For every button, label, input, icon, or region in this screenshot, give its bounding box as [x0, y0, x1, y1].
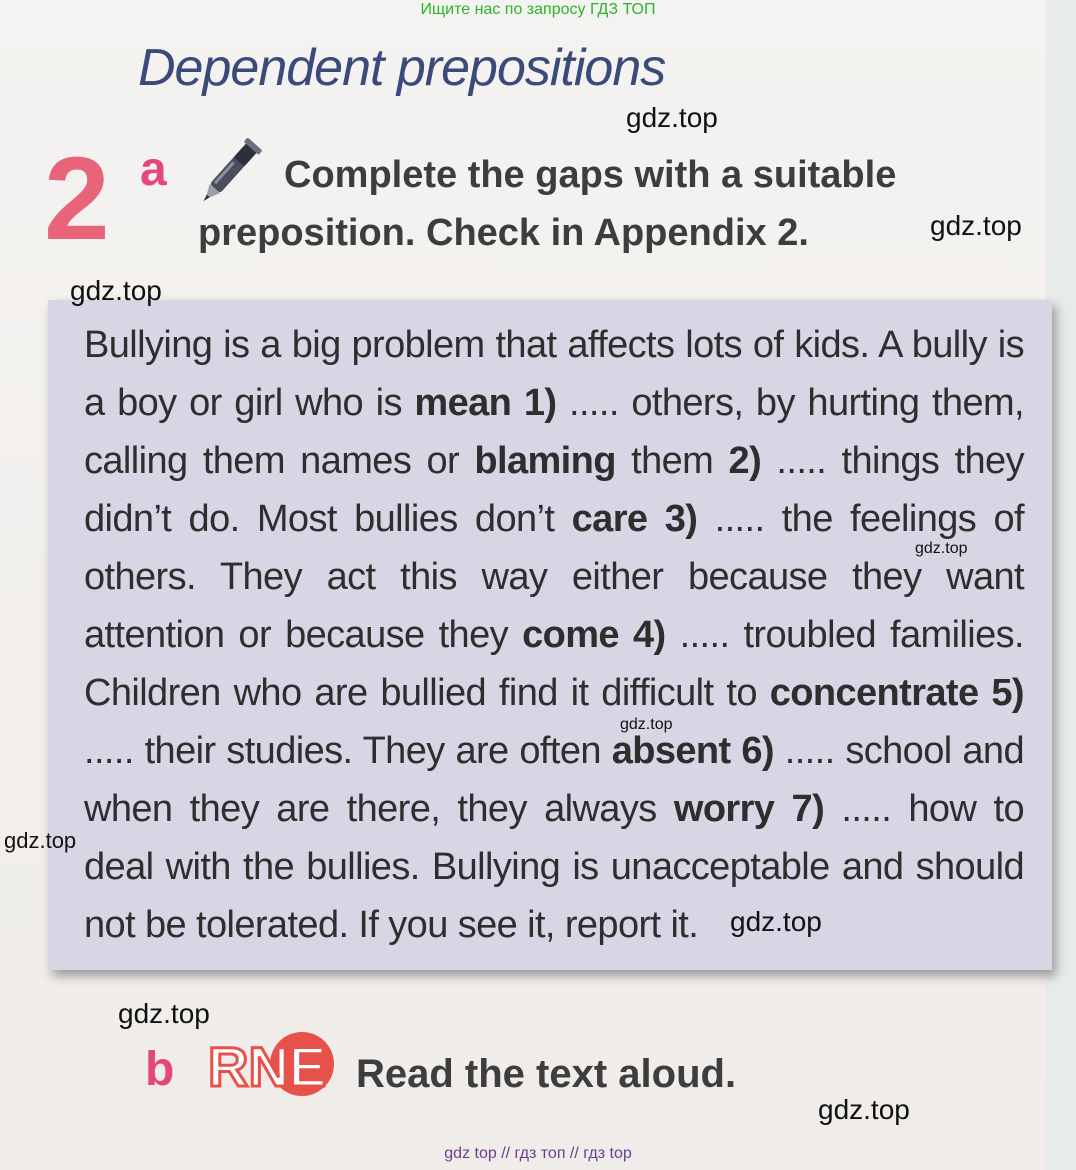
part-b-instruction: Read the text aloud.	[356, 1052, 737, 1096]
passage-segment: ..... others, by hurting them, calling them names or	[84, 382, 1025, 482]
watermark: gdz.top	[118, 998, 210, 1029]
passage-segment: ..... things they didn’t do. Most bullies don’t	[84, 440, 1024, 540]
instruction-line-1: Complete the gaps with a suitable	[284, 154, 897, 196]
part-b-letter: b	[145, 1043, 175, 1096]
passage-segment: ..... school and when they are there, they always	[84, 730, 1024, 830]
gap-keyword: concentrate 5)	[769, 672, 1024, 714]
top-banner[interactable]: Ищите нас по запросу ГДЗ ТОП	[420, 1, 656, 18]
exercise-number: 2	[44, 133, 110, 265]
gap-keyword: mean 1)	[414, 382, 557, 424]
gap-keyword: care 3)	[571, 498, 698, 540]
passage-segment: ..... how to deal with the bullies. Bullying is unacceptable and should not be tolerated. If you see it, report it.	[84, 788, 1025, 946]
footer-links[interactable]: gdz top // гдз топ // гдз top	[444, 1145, 632, 1162]
watermark: gdz.top	[620, 716, 673, 733]
watermark: gdz.top	[4, 828, 77, 853]
gap-keyword: 2)	[728, 440, 762, 482]
watermark: gdz.top	[915, 540, 968, 557]
rne-logo-text: RNE	[208, 1035, 327, 1098]
passage-segment: ..... their studies. They are often	[84, 730, 612, 772]
gap-keyword: absent 6)	[611, 730, 774, 772]
passage-segment: them	[615, 440, 729, 482]
passage-segment: ..... troubled families. Children who are bullied find it difficult to	[84, 614, 1024, 714]
watermark: gdz.top	[730, 906, 822, 937]
gap-keyword: come 4)	[522, 614, 666, 656]
watermark: gdz.top	[818, 1094, 910, 1125]
watermark: gdz.top	[930, 210, 1022, 241]
passage-text	[84, 316, 1024, 954]
watermark: gdz.top	[626, 102, 718, 133]
instruction-line-2: preposition. Check in Appendix 2.	[198, 212, 809, 254]
instruction	[198, 146, 958, 262]
passage-segment: ..... the feelings of others. They act this way either because they want attention or because they	[84, 498, 1024, 656]
part-a-letter: a	[140, 143, 167, 196]
rne-logo	[204, 1030, 338, 1098]
gap-keyword: worry 7)	[673, 788, 825, 830]
watermark: gdz.top	[70, 275, 162, 306]
gap-keyword: blaming	[474, 440, 616, 482]
passage-box	[48, 300, 1052, 970]
section-title: Dependent prepositions	[138, 39, 666, 97]
passage-segment: Bullying is a big problem that affects lots of kids. A bully is a boy or girl who is	[84, 324, 1024, 424]
